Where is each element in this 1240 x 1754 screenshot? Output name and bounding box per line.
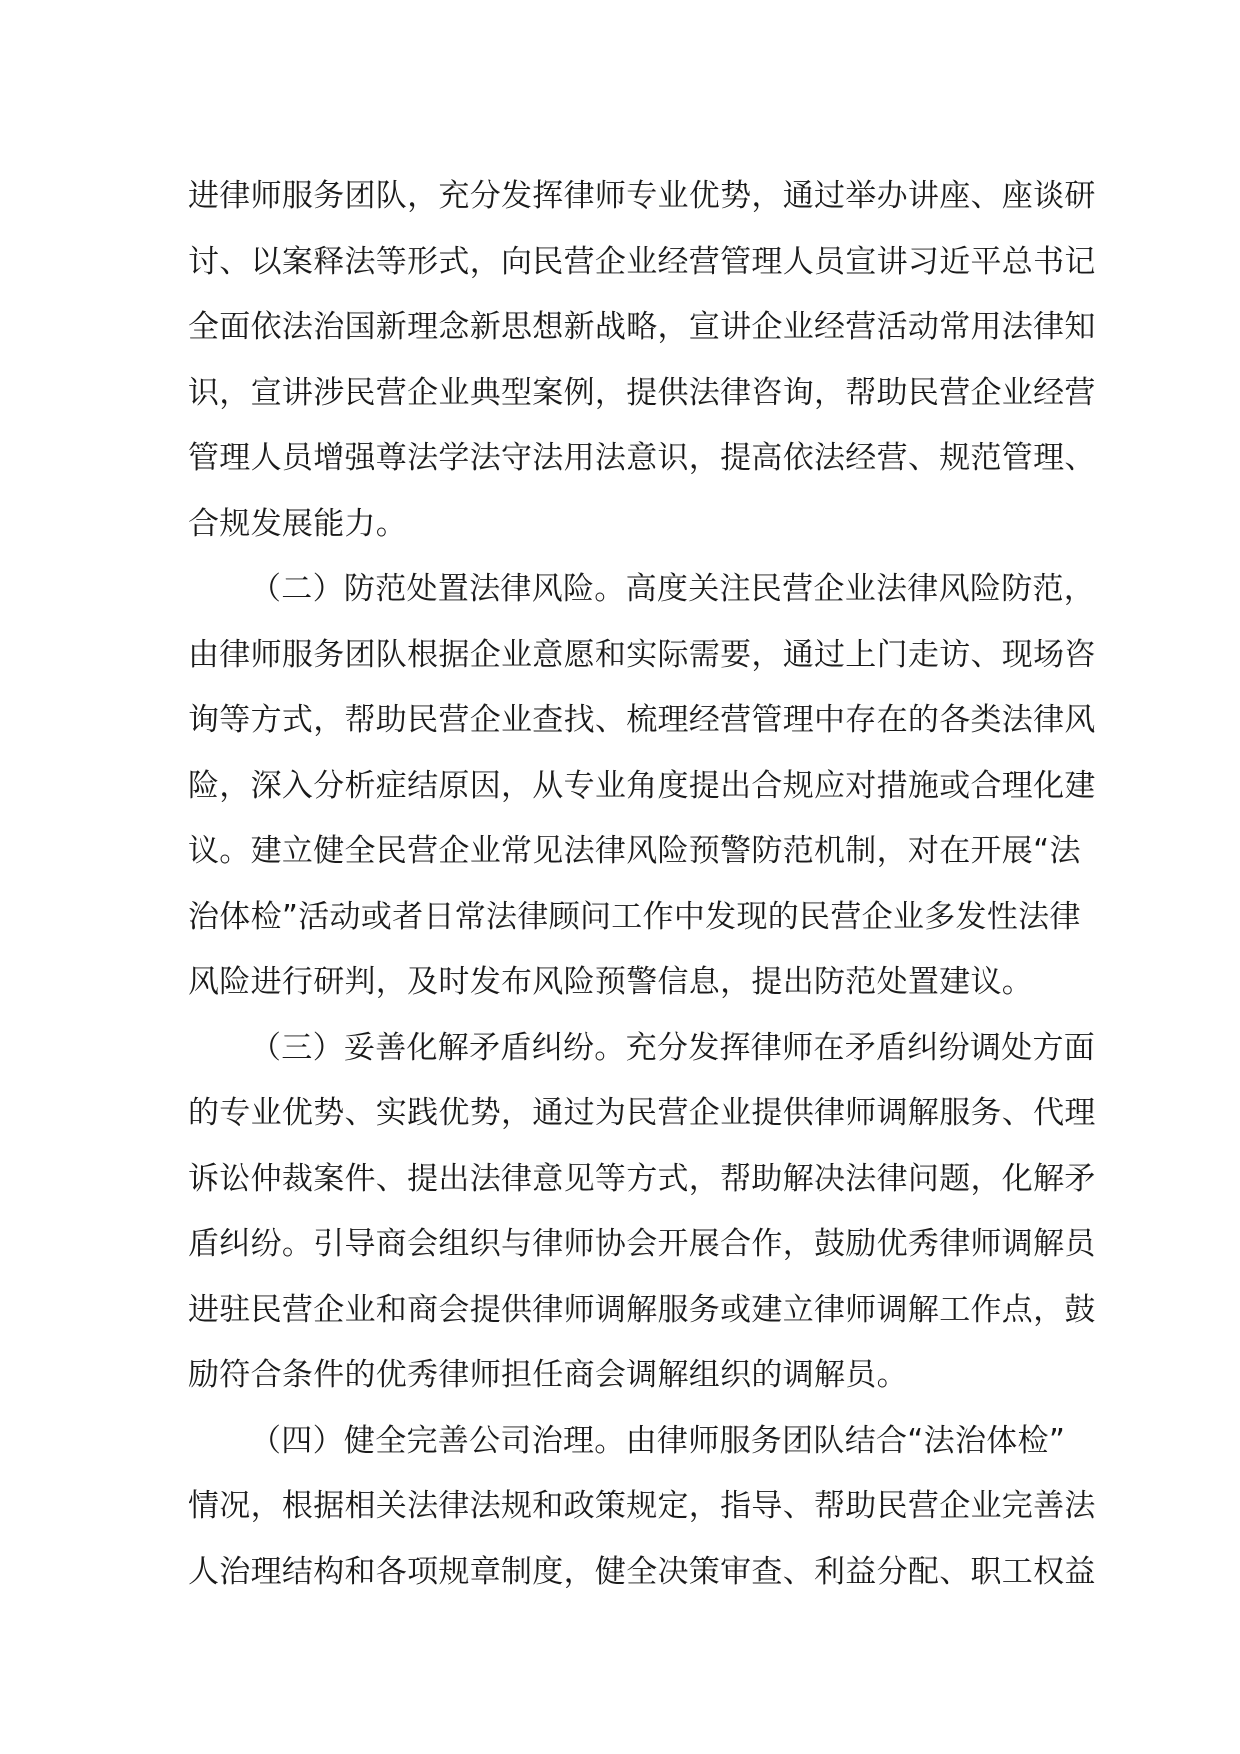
paragraph-1: [188, 164, 1096, 557]
text-line: 议。建立健全民营企业常见法律风险预警防范机制，对在开展“法: [188, 833, 1081, 869]
text-line: 管理人员增强尊法学法守法用法意识，提高依法经营、规范管理、: [188, 440, 1096, 476]
text-line: 讨、以案释法等形式，向民营企业经营管理人员宣讲习近平总书记: [188, 243, 1096, 280]
text-line: 励符合条件的优秀律师担任商会调解组织的调解员。: [188, 1357, 908, 1393]
text-line: 进律师服务团队，充分发挥律师专业优势，通过举办讲座、座谈研: [188, 178, 1096, 214]
text-line: 询等方式，帮助民营企业查找、梳理经营管理中存在的各类法律风: [188, 702, 1096, 738]
text-line: （二）防范处置法律风险。高度关注民营企业法律风险防范，: [250, 571, 1096, 607]
paragraph-2: [188, 557, 1096, 1016]
text-line: 情况，根据相关法律法规和政策规定，指导、帮助民营企业完善法: [188, 1488, 1096, 1524]
text-line: （三）妥善化解矛盾纠纷。充分发挥律师在矛盾纠纷调处方面: [250, 1029, 1096, 1066]
text-line: 诉讼仲裁案件、提出法律意见等方式，帮助解决法律问题，化解矛: [188, 1160, 1096, 1197]
text-line: 合规发展能力。: [188, 505, 408, 542]
text-line: 盾纠纷。引导商会组织与律师协会开展合作，鼓励优秀律师调解员: [188, 1226, 1096, 1262]
text-line: 人治理结构和各项规章制度，健全决策审查、利益分配、职工权益: [188, 1553, 1096, 1590]
text-line: 的专业优势、实践优势，通过为民营企业提供律师调解服务、代理: [188, 1095, 1096, 1131]
document-body: [188, 164, 1096, 1605]
text-line: 全面依法治国新理念新思想新战略，宣讲企业经营活动常用法律知: [188, 309, 1096, 345]
text-line: 风险进行研判，及时发布风险预警信息，提出防范处置建议。: [188, 964, 1034, 1000]
text-line: 识，宣讲涉民营企业典型案例，提供法律咨询，帮助民营企业经营: [188, 374, 1096, 411]
paragraph-4: [188, 1409, 1096, 1606]
paragraph-3: [188, 1016, 1096, 1409]
text-line: 险，深入分析症结原因，从专业角度提出合规应对措施或合理化建: [188, 767, 1096, 804]
text-line: 由律师服务团队根据企业意愿和实际需要，通过上门走访、现场咨: [188, 636, 1096, 673]
text-line: （四）健全完善公司治理。由律师服务团队结合“法治体检”: [250, 1422, 1066, 1459]
text-line: 进驻民营企业和商会提供律师调解服务或建立律师调解工作点，鼓: [188, 1291, 1096, 1328]
text-line: 治体检”活动或者日常法律顾问工作中发现的民营企业多发性法律: [188, 898, 1081, 935]
